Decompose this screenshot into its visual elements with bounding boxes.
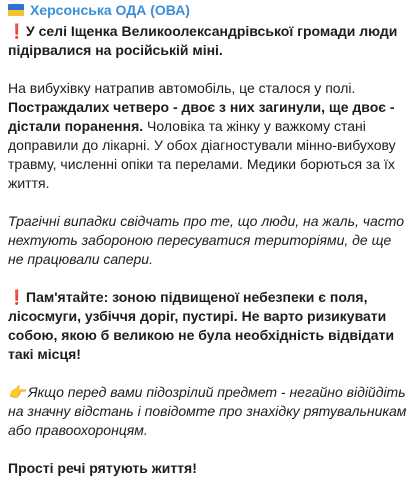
headline-text: У селі Іщенка Великоолександрівської громади люди підірвалися на російській міні. bbox=[8, 23, 398, 58]
details-text-bold: Постраждалих четверо - двоє з них загинули, ще двоє - дістали поранення. bbox=[8, 99, 395, 134]
remember-text: Пам'ятайте: зоною підвищеної небезпеки є поля, лісосмуги, узбіччя доріг, пустирі. Не варто ризикувати собою, якою б великою не була необхідність відвідати такі місця! bbox=[8, 289, 395, 362]
paragraph-closing bbox=[8, 459, 410, 478]
details-text-b: Чоловіка та жінку у важкому стані доправили до лікарні. У обох діагностували мінно-вибухову травму, численні опіки та перелами. Медики борються за їх життя. bbox=[8, 118, 396, 191]
paragraph-remember bbox=[8, 288, 410, 364]
channel-name-link[interactable]: Херсонська ОДА (ОВА) bbox=[30, 2, 190, 18]
flag-stripe-yellow bbox=[8, 10, 24, 16]
pointing-hand-icon: 👉 bbox=[8, 384, 26, 400]
details-text-a: На вибухівку натрапив автомобіль, це сталося у полі. bbox=[8, 80, 356, 96]
paragraph-advice bbox=[8, 383, 410, 440]
message-header bbox=[8, 0, 410, 20]
exclamation-icon: ❗ bbox=[8, 23, 26, 39]
paragraph-details bbox=[8, 79, 410, 193]
ukraine-flag-icon bbox=[8, 4, 24, 16]
advice-text: Якщо перед вами підозрілий предмет - негайно відійдіть на значну відстань і повідомте про знахідку рятувальникам або правоохоронцям. bbox=[8, 384, 407, 438]
exclamation-icon: ❗ bbox=[8, 289, 26, 305]
paragraph-headline bbox=[8, 22, 410, 60]
warning-text: Трагічні випадки свідчать про те, що люди, на жаль, часто нехтують забороною пересуватися територіями, де ще не працювали сапери. bbox=[8, 213, 405, 267]
closing-text: Прості речі рятують життя! bbox=[8, 460, 197, 476]
paragraph-warning-italic bbox=[8, 212, 410, 269]
